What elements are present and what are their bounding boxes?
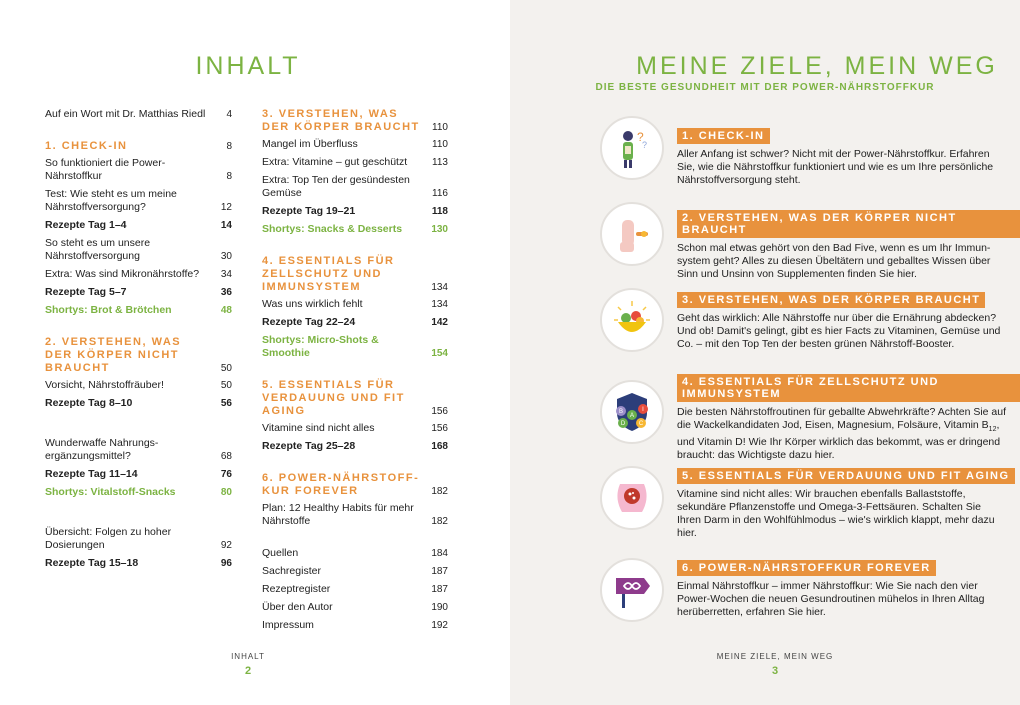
- toc-entry: [45, 108, 232, 121]
- page-number: 3: [771, 665, 779, 677]
- toc-page-number: 182: [431, 516, 448, 527]
- toc-page-number: 14: [220, 220, 232, 231]
- toc-page-number: 80: [220, 487, 232, 498]
- toc-page-number: 110: [432, 139, 448, 150]
- goal-item-3: [602, 288, 1020, 351]
- shield-letter: C: [638, 421, 644, 427]
- toc-page-number: 182: [431, 486, 448, 497]
- page-number: 2: [244, 665, 252, 677]
- toc-entry-title: Rezeptregister: [262, 583, 331, 595]
- toc-entry-title: Shortys: Micro-Shots & Smoothie: [262, 334, 379, 359]
- toc-page-number: 118: [431, 206, 448, 217]
- toc-entry: [45, 188, 232, 214]
- toc-section-heading: [45, 336, 232, 375]
- goal-description: Vitamine sind nicht alles: Wir brauchen ebenfalls Ballaststoffe, sekundäre Pflanzenstoffe und Omega-3-Fettsäuren. Schalten Sie Ihren Darm in den Wohlfühlmodus – wie's wirklich klappt, mehr dazu hier.: [677, 488, 995, 539]
- shield-letter: A: [629, 413, 635, 419]
- infinity-sign-icon: [600, 558, 664, 622]
- toc-entry: [262, 619, 448, 632]
- toc-entry: [45, 286, 232, 299]
- goal-description: Aller Anfang ist schwer? Nicht mit der Power-Nährstoffkur. Erfahren Sie, wie die Nährstoffkur funktioniert und wie es um Ihre persönliche Nährstoffversorgung steht.: [677, 148, 994, 186]
- toc-page-number: 184: [431, 548, 448, 559]
- page-subtitle: DIE BESTE GESUNDHEIT MIT DER POWER-NÄHRSTOFFKUR: [595, 82, 935, 93]
- toc-entry-title: So funktioniert die Power-Nährstoffkur: [45, 157, 166, 182]
- toc-section-heading: [262, 255, 448, 294]
- toc-section-heading: [262, 108, 448, 134]
- toc-entry-title: Rezepte Tag 11–14: [45, 468, 138, 480]
- toc-entry-title: 3. VERSTEHEN, WAS DER KÖRPER BRAUCHT: [262, 108, 420, 133]
- shield-letter: I: [642, 407, 644, 413]
- toc-entry: [262, 156, 448, 169]
- goal-label: 5. ESSENTIALS FÜR VERDAUUNG UND FIT AGING: [677, 468, 1015, 484]
- spacer: [262, 241, 448, 255]
- toc-page-number: 134: [431, 299, 448, 310]
- toc-section-heading: [45, 140, 232, 153]
- toc-entry: [262, 205, 448, 218]
- toc-entry: [262, 601, 448, 614]
- goal-description: Die besten Nährstoffroutinen für geballte Abwehrkräfte? Achten Sie auf die Wackelkandidaten Jod, Eisen, Magnesium, Folsäure, Vitamin $B_{12}$, und Vitamin D! Wie Ihr Körper wirklich das bekommt, was er dringend braucht: das Wichtigste dazu hier.: [677, 406, 1007, 462]
- toc-entry: [45, 157, 232, 183]
- toc-entry-title: Impressum: [262, 619, 314, 631]
- spacer: [45, 322, 232, 336]
- toc-entry: [45, 526, 232, 552]
- spacer: [45, 504, 232, 526]
- toc-entry-title: Rezepte Tag 5–7: [45, 286, 127, 298]
- toc-page-number: 154: [431, 348, 448, 359]
- toc-entry-title: Vorsicht, Nährstoffräuber!: [45, 379, 164, 391]
- toc-entry: [262, 316, 448, 329]
- svg-text:?: ?: [642, 140, 648, 150]
- toc-entry-title: 5. ESSENTIALS FÜR VERDAUUNG UND FIT AGING: [262, 379, 405, 417]
- toc-entry: [45, 379, 232, 392]
- toc-section-heading: [262, 472, 448, 498]
- toc-entry-title: Rezepte Tag 22–24: [262, 316, 356, 328]
- toc-entry-title: Shortys: Vitalstoff-Snacks: [45, 486, 176, 498]
- toc-page-number: 8: [226, 141, 232, 152]
- goal-label: 6. POWER-NÄHRSTOFFKUR FOREVER: [677, 560, 936, 576]
- person-question-icon: [600, 116, 664, 180]
- toc-page-number: 168: [431, 441, 448, 452]
- spacer: [45, 126, 232, 140]
- shield-letter: D: [620, 421, 626, 427]
- toc-title: INHALT: [195, 52, 301, 80]
- toc-entry: [45, 486, 232, 499]
- spacer: [45, 415, 232, 437]
- toc-entry-title: Auf ein Wort mit Dr. Matthias Riedl: [45, 108, 206, 120]
- toc-page-number: 110: [432, 122, 448, 133]
- toc-page-number: 156: [431, 406, 448, 417]
- toc-entry-title: Shortys: Brot & Brötchen: [45, 304, 172, 316]
- toc-entry: [45, 397, 232, 410]
- toc-page-number: 34: [220, 269, 232, 280]
- toc-entry-title: Übersicht: Folgen zu hoher Dosierungen: [45, 526, 172, 551]
- right-page: [510, 0, 1020, 705]
- goal-item-6: [602, 558, 1020, 619]
- toc-page-number: 30: [220, 251, 232, 262]
- toc-entry-title: Quellen: [262, 547, 299, 559]
- toc-page-number: 96: [220, 558, 232, 569]
- toc-page-number: 36: [220, 287, 232, 298]
- intestine-icon: [600, 466, 664, 530]
- toc-entry: [262, 298, 448, 311]
- toc-entry-title: Plan: 12 Healthy Habits für mehr Nährstoffe: [262, 502, 414, 527]
- toc-page-number: 50: [220, 363, 232, 374]
- toc-entry: [262, 440, 448, 453]
- toc-entry: [262, 422, 448, 435]
- spacer: [262, 533, 448, 547]
- toc-entry-title: Extra: Vitamine – gut geschützt: [262, 156, 408, 168]
- shield-letter: B: [618, 409, 624, 415]
- goal-label: 4. ESSENTIALS FÜR ZELLSCHUTZ UND IMMUNSYSTEM: [677, 374, 1020, 402]
- toc-entry-title: Rezepte Tag 19–21: [262, 205, 356, 217]
- toc-page-number: 12: [220, 202, 232, 213]
- toc-page-number: 142: [431, 317, 448, 328]
- toc-entry-title: Shortys: Snacks & Desserts: [262, 223, 403, 235]
- toc-entry-title: Extra: Was sind Mikronährstoffe?: [45, 268, 200, 280]
- toc-page-number: 187: [431, 584, 448, 595]
- goal-label: 1. CHECK-IN: [677, 128, 770, 144]
- toc-entry-title: Test: Wie steht es um meine Nährstoffversorgung?: [45, 188, 177, 213]
- toc-page-number: 156: [431, 423, 448, 434]
- toc-page-number: 116: [432, 188, 448, 199]
- goal-label: 3. VERSTEHEN, WAS DER KÖRPER BRAUCHT: [677, 292, 985, 308]
- page-title: MEINE ZIELE, MEIN WEG: [636, 52, 998, 80]
- toc-entry-title: Sachregister: [262, 565, 321, 577]
- spacer: [262, 365, 448, 379]
- toc-entry-title: Mangel im Überfluss: [262, 138, 358, 150]
- goal-item-1: [602, 116, 1020, 187]
- goal-description: Geht das wirklich: Alle Nährstoffe nur über die Ernährung abdecken? Und ob! Damit's gelingt, gibt es hier Facts zu Vitaminen, Gemüse und Co. – mit den Top Ten der besten grünen Nährstoff-Booster.: [677, 312, 1001, 350]
- toc-entry-title: Extra: Top Ten der gesündesten Gemüse: [262, 174, 410, 199]
- toc-entry: [262, 583, 448, 596]
- toc-entry-title: Vitamine sind nicht alles: [262, 422, 375, 434]
- right-page-footer: [710, 652, 840, 677]
- toc-entry: [45, 237, 232, 263]
- toc-column-1: [45, 108, 232, 575]
- toc-page-number: 134: [431, 282, 448, 293]
- toc-section-heading: [262, 379, 448, 418]
- toc-page-number: 50: [220, 380, 232, 391]
- toc-page-number: 68: [220, 451, 232, 462]
- toc-entry-title: Rezepte Tag 25–28: [262, 440, 356, 452]
- toc-column-2: [262, 108, 448, 637]
- toc-entry: [45, 219, 232, 232]
- goal-label: 2. VERSTEHEN, WAS DER KÖRPER NICHT BRAUCHT: [677, 210, 1020, 238]
- toc-page-number: 76: [220, 469, 232, 480]
- salad-bowl-icon: [600, 288, 664, 352]
- toc-entry: [262, 502, 448, 528]
- footer-label: MEINE ZIELE, MEIN WEG: [716, 652, 834, 661]
- toc-entry-title: Was uns wirklich fehlt: [262, 298, 363, 310]
- goal-description: Schon mal etwas gehört von den Bad Five, wenn es um Ihr Immun-system geht? Alles zu diesen Übeltätern und geballtes Wissen über Sinn und Unsinn von Supplementen finden Sie hier.: [677, 242, 991, 280]
- toc-entry-title: Rezepte Tag 8–10: [45, 397, 133, 409]
- toc-entry: [45, 268, 232, 281]
- left-page-footer: [220, 652, 276, 677]
- toc-page-number: 113: [432, 157, 448, 168]
- toc-page-number: 190: [431, 602, 448, 613]
- toc-entry: [262, 565, 448, 578]
- toc-entry: [262, 334, 448, 360]
- toc-page-number: 92: [220, 540, 232, 551]
- toc-entry-title: So steht es um unsere Nährstoffversorgung: [45, 237, 151, 262]
- spacer: [262, 458, 448, 472]
- toc-entry: [45, 557, 232, 570]
- goal-item-4: [602, 372, 1020, 462]
- goal-item-2: [602, 202, 1020, 281]
- toc-entry: [45, 437, 232, 463]
- toc-entry-title: Rezepte Tag 15–18: [45, 557, 139, 569]
- toc-entry: [262, 223, 448, 236]
- stop-hand-icon: [600, 202, 664, 266]
- toc-entry: [45, 468, 232, 481]
- toc-entry-title: Rezepte Tag 1–4: [45, 219, 127, 231]
- svg-text:?: ?: [637, 130, 644, 144]
- toc-entry: [262, 547, 448, 560]
- toc-entry: [262, 138, 448, 151]
- footer-label: INHALT: [231, 652, 265, 661]
- toc-entry: [45, 304, 232, 317]
- toc-page-number: 56: [220, 398, 232, 409]
- vitamin-shield-icon: [600, 380, 664, 444]
- goal-description: Einmal Nährstoffkur – immer Nährstoffkur: Wie Sie nach den vier Power-Wochen die neuen Gesundroutinen mühelos in Ihren Alltag herüberretten, erfahren Sie hier.: [677, 580, 985, 618]
- toc-entry-title: 4. ESSENTIALS FÜR ZELLSCHUTZ UND IMMUNSYSTEM: [262, 255, 395, 293]
- toc-entry-title: 2. VERSTEHEN, WAS DER KÖRPER NICHT BRAUCHT: [45, 336, 182, 374]
- toc-page-number: 8: [226, 171, 232, 182]
- goal-item-5: [602, 466, 1020, 540]
- toc-page-number: 4: [226, 109, 232, 120]
- toc-page-number: 48: [220, 305, 232, 316]
- toc-entry-title: Wunderwaffe Nahrungs-ergänzungsmittel?: [45, 437, 159, 462]
- toc-page-number: 192: [431, 620, 448, 631]
- toc-entry-title: Über den Autor: [262, 601, 333, 613]
- toc-entry-title: 1. CHECK-IN: [45, 140, 128, 152]
- toc-page-number: 130: [431, 224, 448, 235]
- toc-page-number: 187: [431, 566, 448, 577]
- toc-entry-title: 6. POWER-NÄHRSTOFF-KUR FOREVER: [262, 472, 420, 497]
- toc-entry: [262, 174, 448, 200]
